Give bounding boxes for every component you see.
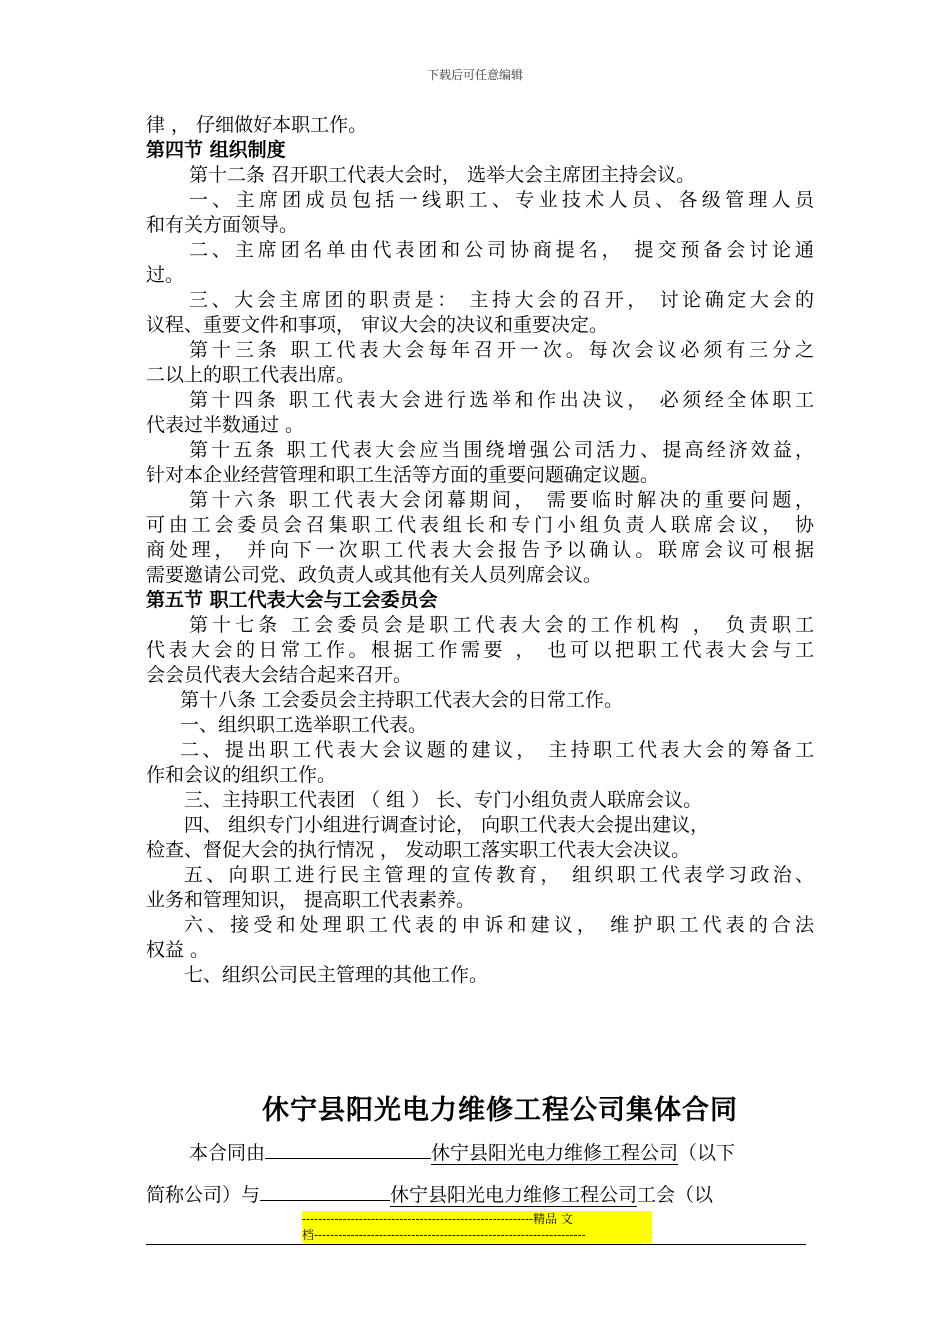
text-line: 七、组织公司民主管理的其他工作。 xyxy=(184,964,489,986)
party-b-name: 休宁县阳光电力维修工程公司 xyxy=(390,1184,638,1206)
line1-prefix: 本合同由 xyxy=(189,1142,266,1164)
text-line: 检查、督促大会的执行情况 ， 发动职工落实职工代表大会决议。 xyxy=(146,839,691,861)
text-line: 第十五条 职工代表大会应当围绕增强公司活力、提高经济效益， xyxy=(189,439,814,461)
text-line: 针对本企业经营管理和职工生活等方面的重要问题确定议题。 xyxy=(146,464,660,486)
text-line: 业务和管理知识， 提高职工代表素养。 xyxy=(146,889,476,911)
text-line: 第十八条 工会委员会主持职工代表大会的日常工作。 xyxy=(180,689,624,711)
section-heading: 第四节 组织制度 xyxy=(146,139,286,161)
page-header: 下载后可任意编辑 xyxy=(426,68,523,82)
line1-suffix: （以下 xyxy=(678,1142,736,1164)
footer-rule xyxy=(146,1244,806,1245)
text-line: 可由工会委员会召集职工代表组长和专门小组负责人联席会议， 协 xyxy=(146,514,814,536)
text-line: 商处理， 并向下一次职工代表大会报告予以确认。联席会议可根据 xyxy=(146,539,814,561)
text-line: 会会员代表大会结合起来召开。 xyxy=(146,664,413,686)
text-line: 需要邀请公司党、政负责人或其他有关人员列席会议。 xyxy=(146,564,603,586)
section-heading: 第五节 职工代表大会与工会委员会 xyxy=(146,589,438,611)
text-line: 第十二条 召开职工代表大会时， 选举大会主席团主持会议。 xyxy=(189,164,696,186)
text-line: 一、主席团成员包括一线职工、专业技术人员、各级管理人员 xyxy=(189,189,814,211)
text-line: 六、接受和处理职工代表的申诉和建议， 维护职工代表的合法 xyxy=(184,914,814,936)
footer-watermark xyxy=(302,1211,652,1243)
text-line: 第十七条 工会委员会是职工代表大会的工作机构 ， 负责职工 xyxy=(189,614,814,636)
text-line: 第十四条 职工代表大会进行选举和作出决议， 必须经全体职工 xyxy=(189,389,814,411)
text-line: 二以上的职工代表出席。 xyxy=(146,364,356,386)
text-line: 二、主席团名单由代表团和公司协商提名， 提交预备会讨论通 xyxy=(189,239,814,261)
text-line: 第十六条 职工代表大会闭幕期间， 需要临时解决的重要问题， xyxy=(189,489,814,511)
document-body xyxy=(146,113,814,988)
line2-prefix: 简称公司）与 xyxy=(146,1184,261,1206)
text-line: 三、主持职工代表团 （ 组 ） 长、专门小组负责人联席会议。 xyxy=(184,789,703,811)
underline-blank xyxy=(260,1180,390,1201)
text-line: 二、提出职工代表大会议题的建议， 主持职工代表大会的筹备工 xyxy=(180,739,814,761)
text-line: 作和会议的组织工作。 xyxy=(146,764,337,786)
text-line: 四、 组织专门小组进行调查讨论， 向职工代表大会提出建议， xyxy=(184,814,710,836)
footer-line-2: 档------------------------------------------------------------------- xyxy=(302,1228,586,1242)
footer-line-1: ---------------------------------------------------------精品 文 xyxy=(302,1212,573,1226)
line2-suffix: 工会（以 xyxy=(637,1184,714,1206)
text-line: 权益 。 xyxy=(146,939,210,961)
underline-blank xyxy=(265,1138,431,1159)
contract-title: 休宁县阳光电力维修工程公司集体合同 xyxy=(262,1095,738,1126)
contract-line-2 xyxy=(146,1180,713,1207)
text-line: 过。 xyxy=(146,264,185,286)
text-line: 三、大会主席团的职责是： 主持大会的召开， 讨论确定大会的 xyxy=(189,289,814,311)
text-line: 律 ， 仔细做好本职工作。 xyxy=(146,114,368,136)
text-line: 五、向职工进行民主管理的宣传教育， 组织职工代表学习政治、 xyxy=(184,864,814,886)
text-line: 和有关方面领导。 xyxy=(146,214,299,236)
text-line: 第十三条 职工代表大会每年召开一次。每次会议必须有三分之 xyxy=(189,339,814,361)
text-line: 议程、重要文件和事项， 审议大会的决议和重要决定。 xyxy=(146,314,609,336)
text-line: 一、组织职工选举职工代表。 xyxy=(180,714,428,736)
party-a-name: 休宁县阳光电力维修工程公司 xyxy=(431,1142,679,1164)
text-line: 代表过半数通过 。 xyxy=(146,414,305,436)
contract-line-1 xyxy=(146,1138,735,1165)
text-line: 代表大会的日常工作。根据工作需要 ， 也可以把职工代表大会与工 xyxy=(146,639,814,661)
